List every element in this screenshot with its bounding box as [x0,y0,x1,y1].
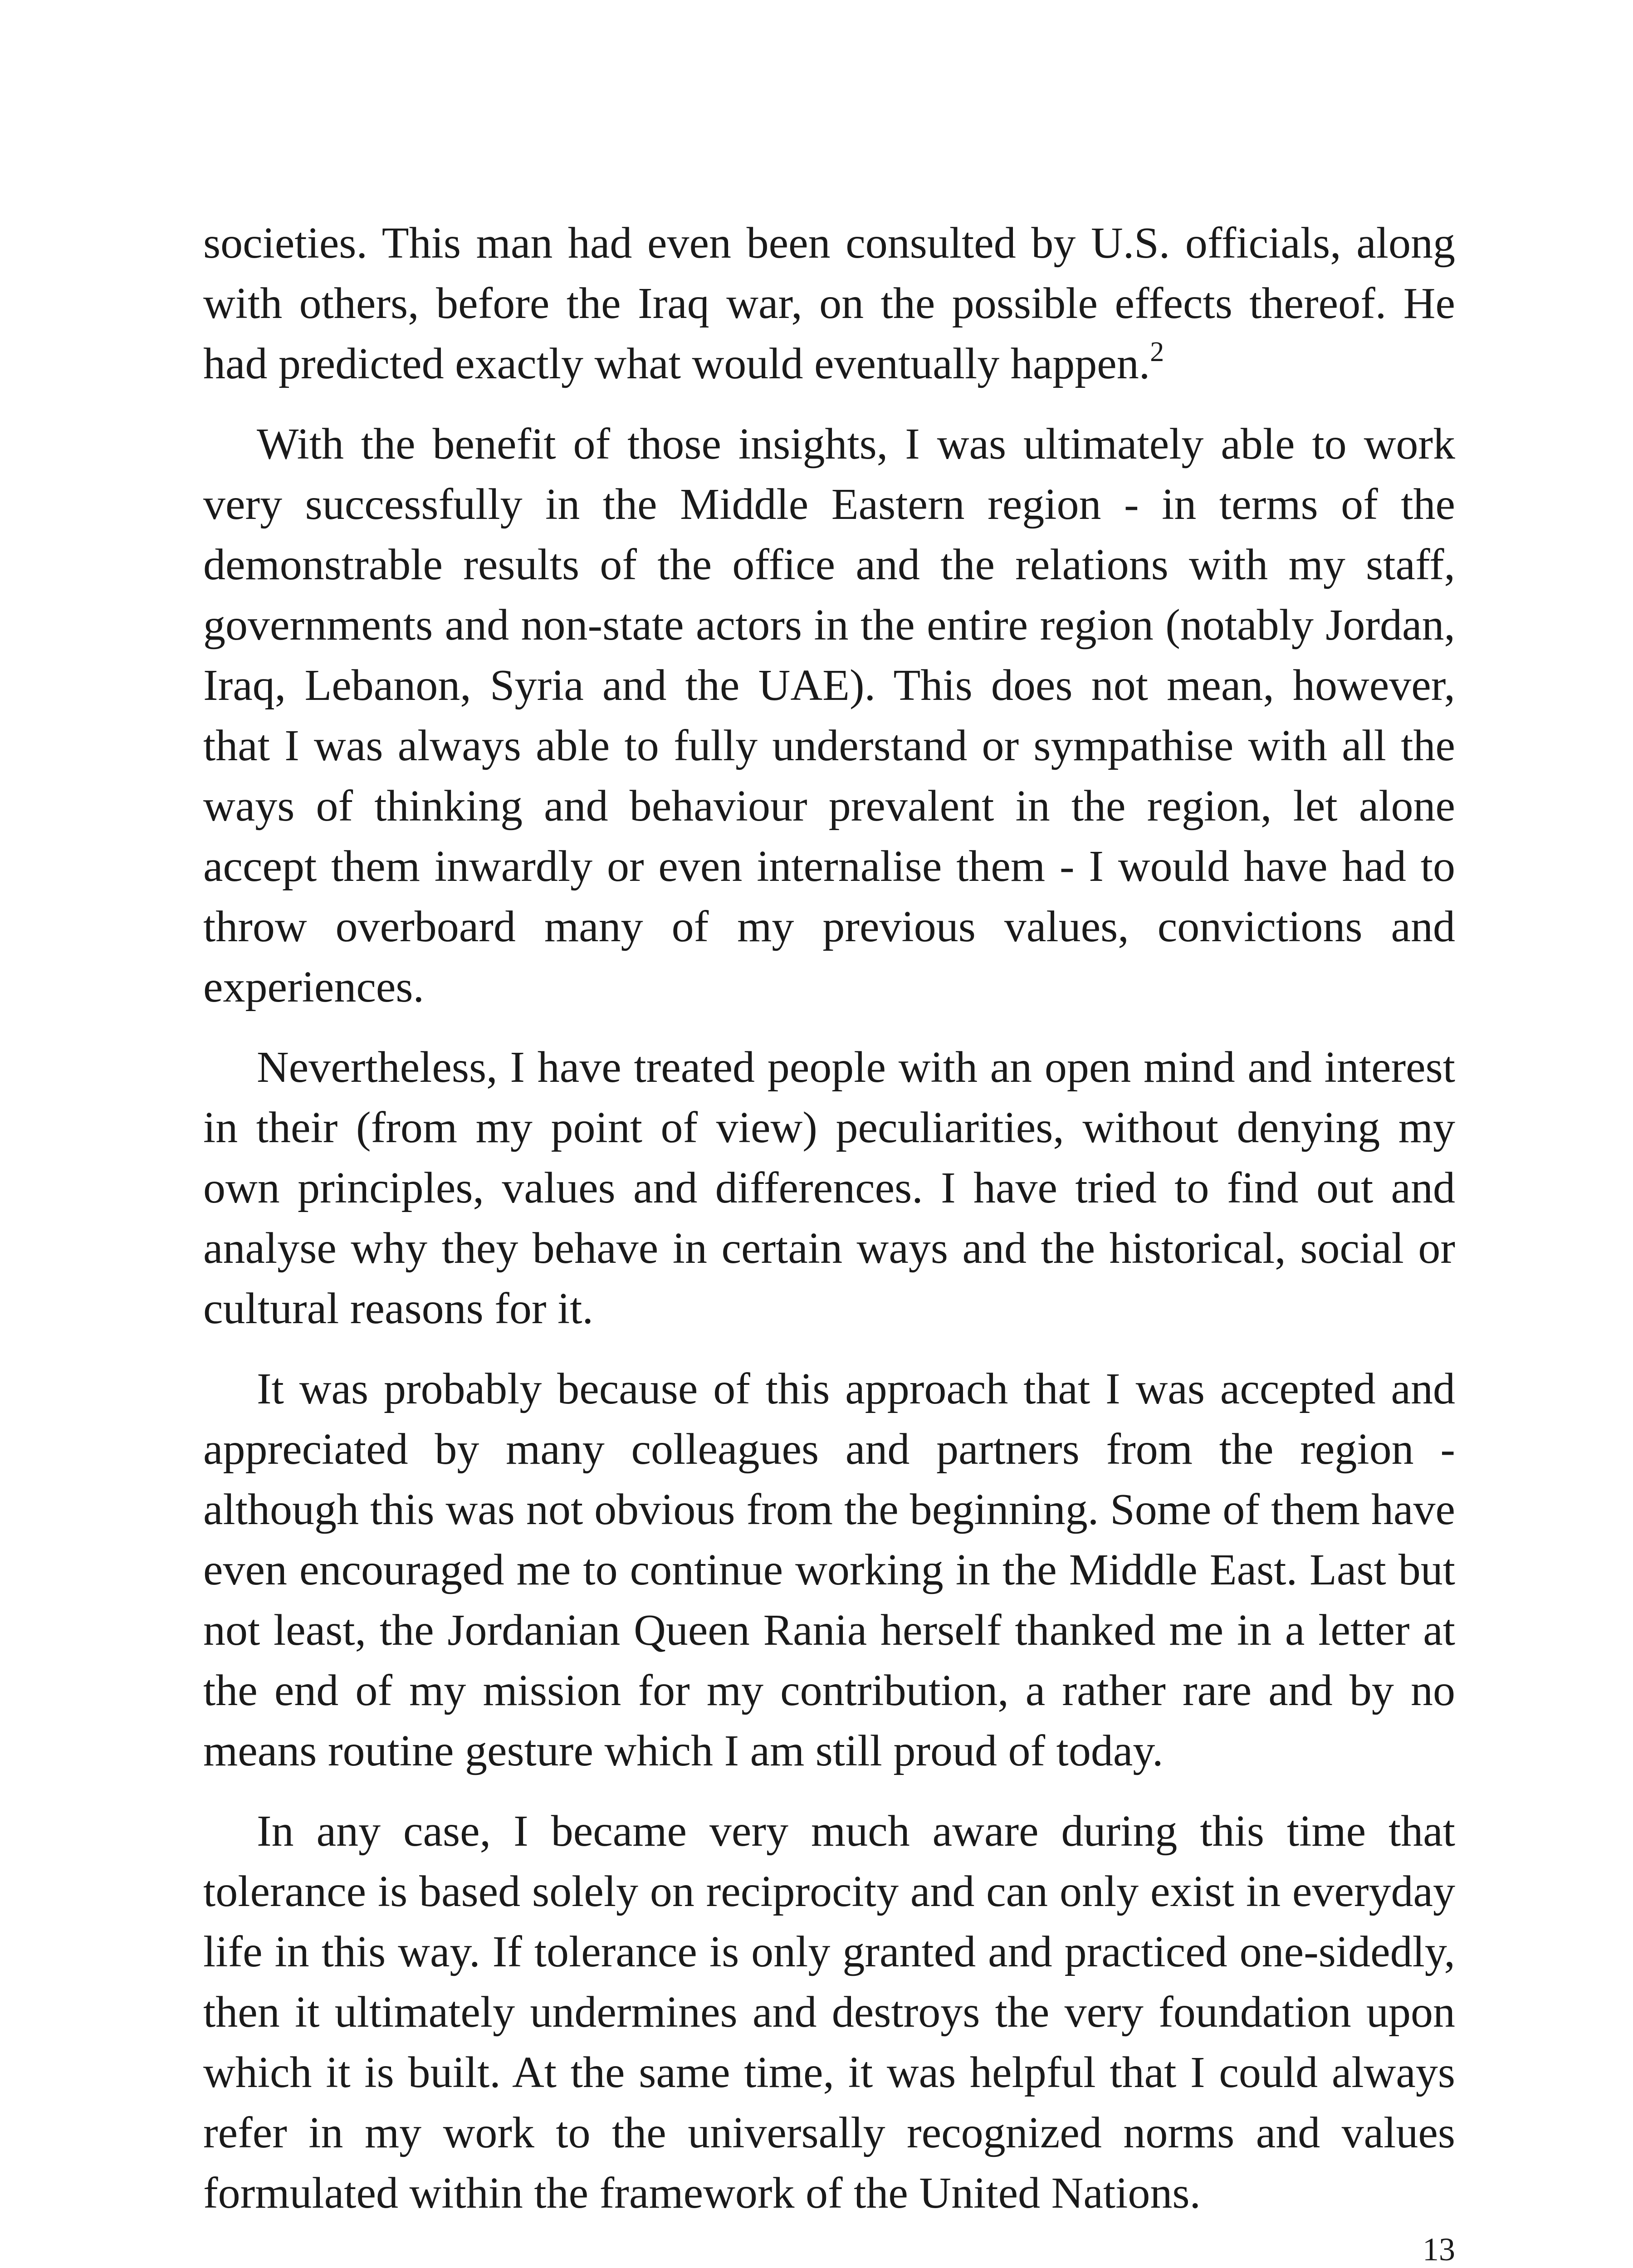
paragraph-3: Nevertheless, I have treated people with an open mind and interest in their (from my point of view) peculiarities, without denying my own principles, values and differences. I have tried to find out and analyse why they behave in certain ways and the historical, social or cultural reasons for it. [203,1043,1455,1333]
paragraph-4: It was probably because of this approach that I was accepted and appreciated by many colleagues and partners from the region - although this was not obvious from the beginning. Some of them have even encouraged me to continue working in the Middle East. Last but not least, the Jordanian Queen Rania herself thanked me in a letter at the end of my mission for my contribution, a rather rare and by no means routine gesture which I am still proud of today. [203,1364,1455,1775]
paragraph-1 [203,213,1455,394]
page-number: 13 [1423,2231,1455,2268]
paragraph-5: In any case, I became very much aware during this time that tolerance is based solely on reciprocity and can only exist in everyday life in this way. If tolerance is only granted and practiced one-sidedly, then it ultimately undermines and destroys the very foundation upon which it is built. At the same time, it was helpful that I could always refer in my work to the universally recognized norms and values formulated within the framework of the United Nations. [203,1807,1455,2218]
footnote-reference[interactable]: 2 [1150,337,1164,367]
paragraph-1-text: societies. This man had even been consulted by U.S. officials, along with others, before the Iraq war, on the possible effects thereof. He had predicted exactly what would eventually happen. [203,219,1455,388]
body-text [203,213,1455,2244]
paragraph-2: With the benefit of those insights, I was ultimately able to work very successfully in the Middle Eastern region - in terms of the demonstrable results of the office and the relations with my staff, governments and non-state actors in the entire region (notably Jordan, Iraq, Lebanon, Syria and the UAE). This does not mean, however, that I was always able to fully understand or sympathise with all the ways of thinking and behaviour prevalent in the region, let alone accept them inwardly or even internalise them - I would have had to throw overboard many of my previous values, convictions and experiences. [203,420,1455,1012]
